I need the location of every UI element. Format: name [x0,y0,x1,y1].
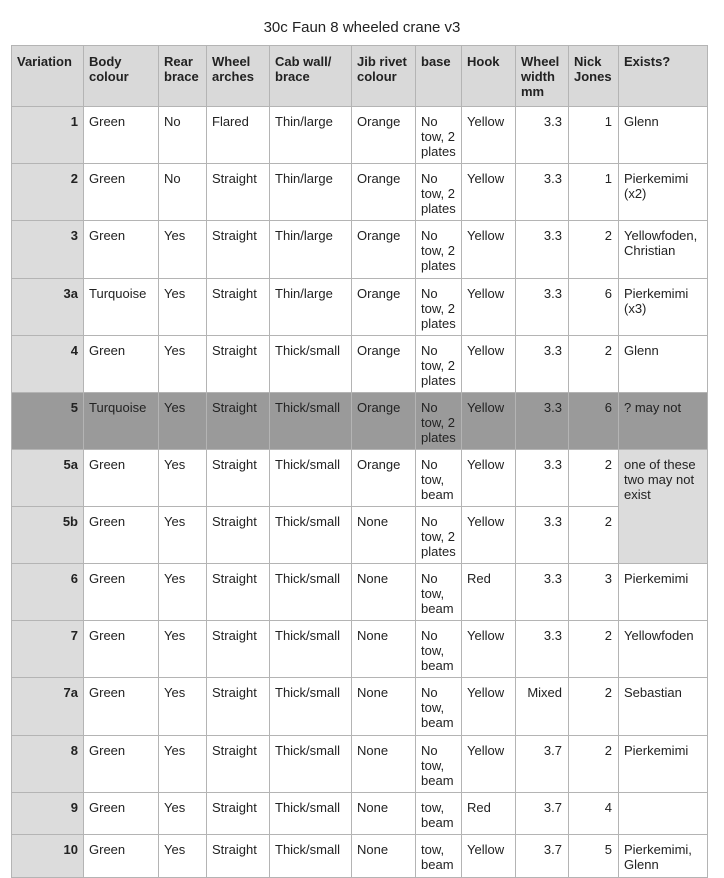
jib-rivet-cell: Orange [352,221,416,279]
jib-rivet-cell: Orange [352,450,416,507]
table-row [12,793,708,835]
cell-line: No [421,228,438,243]
cab-wall-cell: Thick/small [270,564,352,621]
body-colour-cell: Green [84,736,159,793]
body-colour-cell: Green [84,336,159,393]
base-cell [416,736,462,793]
exists-cell [619,393,708,450]
cell-line: (x2) [624,186,647,201]
header-text: Rear [164,54,193,69]
table-row [12,107,708,164]
header-body-colour [84,46,159,107]
cell-line: beam [421,715,454,730]
cell-line: tow, [421,842,445,857]
rear-brace-cell: No [159,107,207,164]
nick-jones-cell: 2 [569,336,619,393]
cell-line: one of these [624,457,696,472]
wheel-width-cell: 3.7 [516,835,569,878]
hook-cell: Yellow [462,678,516,736]
cell-line: tow, 2 [421,129,455,144]
jib-rivet-cell: None [352,564,416,621]
header-text: arches [212,69,254,84]
table-row [12,221,708,279]
cell-line: Glenn [624,857,659,872]
rear-brace-cell: Yes [159,393,207,450]
rear-brace-cell: Yes [159,621,207,678]
jib-rivet-cell: None [352,736,416,793]
header-base [416,46,462,107]
exists-cell [619,450,708,564]
cab-wall-cell: Thick/small [270,835,352,878]
table-row [12,164,708,221]
variation-cell: 3a [12,279,84,336]
variation-cell: 10 [12,835,84,878]
base-cell [416,678,462,736]
wheel-width-cell: 3.3 [516,107,569,164]
cell-line: tow, 2 [421,301,455,316]
table-row [12,564,708,621]
wheel-arches-cell: Flared [207,107,270,164]
exists-cell [619,164,708,221]
wheel-width-cell: 3.3 [516,507,569,564]
page-title: 30c Faun 8 wheeled crane v3 [263,19,461,36]
variation-cell: 6 [12,564,84,621]
base-cell [416,221,462,279]
exists-cell [619,564,708,621]
exists-cell [619,678,708,736]
table-row [12,507,708,564]
base-cell [416,793,462,835]
header-text: Wheel [521,54,560,69]
jib-rivet-cell: None [352,793,416,835]
header-text: Cab wall/ [275,54,332,69]
hook-cell: Red [462,793,516,835]
variation-cell: 2 [12,164,84,221]
wheel-width-cell: 3.3 [516,279,569,336]
cell-line: tow, 2 [421,358,455,373]
cell-line: plates [421,144,456,159]
base-cell [416,393,462,450]
wheel-arches-cell: Straight [207,507,270,564]
hook-cell: Yellow [462,336,516,393]
cell-line: plates [421,201,456,216]
variation-cell: 7a [12,678,84,736]
cell-line: tow, [421,800,445,815]
cell-line: No [421,743,438,758]
wheel-arches-cell: Straight [207,279,270,336]
cell-line: tow, 2 [421,415,455,430]
rear-brace-cell: Yes [159,336,207,393]
body-colour-cell: Green [84,621,159,678]
base-cell [416,835,462,878]
header-text: mm [521,84,545,99]
base-cell [416,450,462,507]
wheel-width-cell: 3.3 [516,621,569,678]
cell-line: plates [421,373,456,388]
cab-wall-cell: Thick/small [270,450,352,507]
body-colour-cell: Green [84,678,159,736]
wheel-arches-cell: Straight [207,678,270,736]
table-row [12,450,708,507]
cell-line: Glenn [624,114,659,129]
wheel-arches-cell: Straight [207,835,270,878]
body-colour-cell: Green [84,450,159,507]
cell-line: No [421,171,438,186]
header-text: base [421,54,451,69]
cell-line: tow, [421,643,445,658]
jib-rivet-cell: None [352,835,416,878]
rear-brace-cell: Yes [159,507,207,564]
base-cell [416,279,462,336]
nick-jones-cell: 1 [569,107,619,164]
base-cell [416,336,462,393]
wheel-width-cell: 3.3 [516,164,569,221]
wheel-width-cell: 3.3 [516,336,569,393]
nick-jones-cell: 2 [569,450,619,507]
cell-line: Pierkemimi [624,171,689,186]
wheel-arches-cell: Straight [207,450,270,507]
rear-brace-cell: Yes [159,736,207,793]
table-row [12,835,708,878]
cell-line: beam [421,773,454,788]
cell-line: Pierkemimi [624,571,689,586]
hook-cell: Yellow [462,279,516,336]
cab-wall-cell: Thin/large [270,279,352,336]
cell-line: Christian [624,243,676,258]
cell-line: Yellowfoden [624,628,694,643]
header-cab-wall [270,46,352,107]
body-colour-cell: Green [84,835,159,878]
jib-rivet-cell: Orange [352,279,416,336]
header-variation [12,46,84,107]
cell-line: No [421,286,438,301]
body-colour-cell: Green [84,564,159,621]
exists-cell [619,793,708,835]
cell-line: No [421,685,438,700]
cell-line: beam [421,487,454,502]
header-rear-brace [159,46,207,107]
body-colour-cell: Turquoise [84,279,159,336]
nick-jones-cell: 2 [569,621,619,678]
jib-rivet-cell: Orange [352,164,416,221]
table-body [12,107,708,878]
wheel-width-cell: 3.3 [516,450,569,507]
header-text: Jib rivet [357,54,407,69]
table-row [12,621,708,678]
hook-cell: Yellow [462,107,516,164]
cell-line: No [421,343,438,358]
cell-line: ? may not [624,400,682,415]
jib-rivet-cell: Orange [352,107,416,164]
rear-brace-cell: Yes [159,279,207,336]
nick-jones-cell: 4 [569,793,619,835]
cell-line: tow, [421,700,445,715]
cab-wall-cell: Thick/small [270,793,352,835]
cab-wall-cell: Thick/small [270,336,352,393]
cell-line: tow, [421,472,445,487]
exists-cell [619,107,708,164]
nick-jones-cell: 1 [569,164,619,221]
table-row [12,279,708,336]
wheel-arches-cell: Straight [207,221,270,279]
body-colour-cell: Green [84,107,159,164]
cell-line: two may not [624,472,695,487]
variation-cell: 9 [12,793,84,835]
hook-cell: Yellow [462,393,516,450]
cab-wall-cell: Thick/small [270,621,352,678]
header-exists [619,46,708,107]
header-text: Exists? [624,54,671,69]
cab-wall-cell: Thick/small [270,393,352,450]
cell-line: tow, 2 [421,186,455,201]
cell-line: No [421,400,438,415]
cell-line: plates [421,430,456,445]
nick-jones-cell: 5 [569,835,619,878]
cell-line: beam [421,857,454,872]
wheel-width-cell: 3.7 [516,736,569,793]
wheel-arches-cell: Straight [207,336,270,393]
header-hook [462,46,516,107]
rear-brace-cell: Yes [159,793,207,835]
wheel-arches-cell: Straight [207,393,270,450]
hook-cell: Yellow [462,621,516,678]
hook-cell: Yellow [462,164,516,221]
jib-rivet-cell: None [352,621,416,678]
header-wheel-arches [207,46,270,107]
jib-rivet-cell: None [352,507,416,564]
wheel-arches-cell: Straight [207,736,270,793]
wheel-width-cell: Mixed [516,678,569,736]
cell-line: exist [624,487,651,502]
cell-line: (x3) [624,301,647,316]
variation-cell: 5 [12,393,84,450]
cell-line: Pierkemimi [624,743,689,758]
base-cell [416,507,462,564]
header-nick-jones [569,46,619,107]
nick-jones-cell: 2 [569,736,619,793]
header-text: width [521,69,555,84]
header-text: Variation [17,54,72,69]
hook-cell: Yellow [462,736,516,793]
cab-wall-cell: Thick/small [270,507,352,564]
variation-cell: 4 [12,336,84,393]
variations-table [11,45,708,878]
wheel-width-cell: 3.3 [516,393,569,450]
cell-line: Pierkemimi, [624,842,692,857]
variation-cell: 5b [12,507,84,564]
hook-cell: Yellow [462,221,516,279]
variation-cell: 7 [12,621,84,678]
cell-line: plates [421,544,456,559]
body-colour-cell: Green [84,507,159,564]
nick-jones-cell: 2 [569,221,619,279]
header-text: Hook [467,54,500,69]
table-row [12,678,708,736]
nick-jones-cell: 3 [569,564,619,621]
header-text: brace [164,69,199,84]
wheel-width-cell: 3.7 [516,793,569,835]
nick-jones-cell: 6 [569,393,619,450]
header-jib-rivet [352,46,416,107]
jib-rivet-cell: None [352,678,416,736]
nick-jones-cell: 2 [569,507,619,564]
hook-cell: Yellow [462,835,516,878]
header-row [12,46,708,107]
cell-line: No [421,571,438,586]
body-colour-cell: Green [84,164,159,221]
cell-line: Glenn [624,343,659,358]
cell-line: beam [421,601,454,616]
body-colour-cell: Green [84,221,159,279]
header-text: Wheel [212,54,251,69]
header-text: Body [89,54,122,69]
cab-wall-cell: Thin/large [270,221,352,279]
cab-wall-cell: Thick/small [270,736,352,793]
variation-cell: 8 [12,736,84,793]
wheel-arches-cell: Straight [207,793,270,835]
hook-cell: Yellow [462,507,516,564]
cell-line: tow, [421,586,445,601]
hook-cell: Yellow [462,450,516,507]
variation-cell: 5a [12,450,84,507]
rear-brace-cell: Yes [159,678,207,736]
cell-line: beam [421,658,454,673]
header-text: brace [275,69,310,84]
table-row [12,736,708,793]
wheel-width-cell: 3.3 [516,564,569,621]
exists-cell [619,736,708,793]
wheel-arches-cell: Straight [207,564,270,621]
hook-cell: Red [462,564,516,621]
cell-line: Yellowfoden, [624,228,698,243]
body-colour-cell: Green [84,793,159,835]
jib-rivet-cell: Orange [352,336,416,393]
body-colour-cell: Turquoise [84,393,159,450]
base-cell [416,564,462,621]
cell-line: tow, 2 [421,529,455,544]
cab-wall-cell: Thin/large [270,164,352,221]
base-cell [416,164,462,221]
cell-line: No [421,114,438,129]
exists-cell [619,221,708,279]
exists-cell [619,336,708,393]
nick-jones-cell: 6 [569,279,619,336]
cell-line: No [421,628,438,643]
base-cell [416,107,462,164]
nick-jones-cell: 2 [569,678,619,736]
exists-cell [619,835,708,878]
base-cell [416,621,462,678]
variation-cell: 1 [12,107,84,164]
table-row [12,336,708,393]
wheel-arches-cell: Straight [207,164,270,221]
cell-line: tow, 2 [421,243,455,258]
cell-line: beam [421,815,454,830]
cell-line: tow, [421,758,445,773]
table-row [12,393,708,450]
header-text: Nick [574,54,602,69]
exists-cell [619,279,708,336]
rear-brace-cell: Yes [159,564,207,621]
cell-line: No [421,514,438,529]
cell-line: plates [421,258,456,273]
jib-rivet-cell: Orange [352,393,416,450]
rear-brace-cell: No [159,164,207,221]
cab-wall-cell: Thick/small [270,678,352,736]
wheel-arches-cell: Straight [207,621,270,678]
rear-brace-cell: Yes [159,835,207,878]
header-text: colour [89,69,129,84]
wheel-width-cell: 3.3 [516,221,569,279]
rear-brace-cell: Yes [159,450,207,507]
exists-cell [619,621,708,678]
header-text: Jones [574,69,612,84]
header-text: colour [357,69,397,84]
cell-line: Sebastian [624,685,682,700]
cell-line: Pierkemimi [624,286,689,301]
cell-line: No [421,457,438,472]
variation-cell: 3 [12,221,84,279]
cell-line: plates [421,316,456,331]
header-wheel-width [516,46,569,107]
rear-brace-cell: Yes [159,221,207,279]
cab-wall-cell: Thin/large [270,107,352,164]
